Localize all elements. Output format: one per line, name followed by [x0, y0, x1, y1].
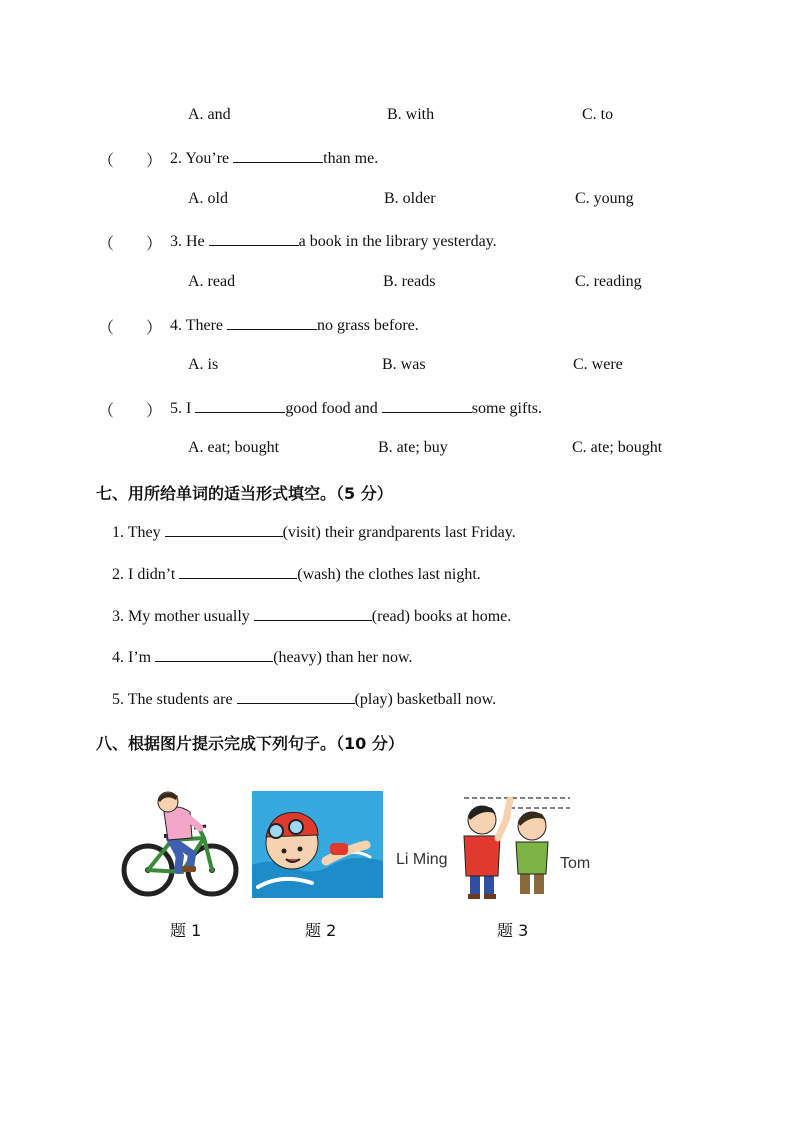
option-b[interactable]: B. was [382, 356, 426, 373]
fill-rest: than her now. [325, 649, 413, 666]
q1-option-c[interactable]: C. to [582, 106, 614, 123]
answer-paren[interactable]: （ ） [98, 403, 163, 420]
question-number: 2. [170, 150, 182, 167]
option-a[interactable]: A. is [188, 356, 219, 373]
picture-2-caption: 题 2 [305, 921, 337, 940]
answer-blank[interactable] [209, 231, 299, 246]
option-c[interactable]: C. young [575, 190, 634, 207]
fill-hint: (read) [371, 608, 410, 625]
question-text-before: I [186, 400, 192, 417]
fill-item-2 [112, 564, 481, 584]
question-text-after: no grass before. [317, 317, 419, 334]
li-ming-label: Li Ming [396, 851, 448, 868]
option-a[interactable]: A. old [188, 190, 228, 207]
question-text-before: He [186, 233, 205, 250]
q1-option-b[interactable]: B. with [387, 106, 435, 123]
fill-prefix: 1. They [112, 524, 161, 541]
fill-prefix: 3. My mother usually [112, 608, 250, 625]
question-number: 3. [170, 233, 182, 250]
section-8-heading: 八、根据图片提示完成下列句子。（10 分） [96, 734, 404, 753]
q1-option-a[interactable]: A. and [188, 106, 231, 123]
height-comparison-illustration [392, 790, 602, 902]
answer-blank[interactable] [227, 315, 317, 330]
question-text-mid: good food and [285, 400, 378, 417]
fill-item-5 [112, 689, 496, 709]
answer-blank[interactable] [233, 148, 323, 163]
fill-blank[interactable] [179, 564, 297, 579]
option-a[interactable]: A. read [188, 273, 236, 290]
fill-blank[interactable] [165, 522, 283, 537]
fill-hint: (wash) [297, 566, 341, 583]
option-c[interactable]: C. were [573, 356, 623, 373]
option-b[interactable]: B. older [384, 190, 436, 207]
tom-label: Tom [560, 855, 591, 872]
answer-blank-2[interactable] [382, 398, 472, 413]
question-number: 5. [170, 400, 182, 417]
boy-riding-bike-illustration [120, 782, 242, 898]
answer-paren[interactable]: （ ） [98, 320, 163, 337]
question-text-after: than me. [323, 150, 379, 167]
option-a[interactable]: A. eat; bought [188, 439, 280, 456]
fill-rest: their grandparents last Friday. [324, 524, 516, 541]
fill-hint: (heavy) [273, 649, 322, 666]
fill-item-1 [112, 522, 516, 542]
fill-blank[interactable] [155, 647, 273, 662]
fill-blank[interactable] [237, 689, 355, 704]
section-7-heading: 七、用所给单词的适当形式填空。（5 分） [96, 484, 393, 503]
question-text-after: a book in the library yesterday. [298, 233, 497, 250]
question-number: 4. [170, 317, 182, 334]
fill-item-4 [112, 647, 412, 667]
fill-rest: the clothes last night. [344, 566, 481, 583]
question-text-before: There [185, 317, 224, 334]
boy-swimming-illustration [252, 791, 383, 898]
option-c[interactable]: C. reading [575, 273, 642, 290]
fill-rest: books at home. [413, 608, 512, 625]
fill-prefix: 2. I didn’t [112, 566, 176, 583]
fill-prefix: 5. The students are [112, 691, 233, 708]
question-text-after: some gifts. [471, 400, 542, 417]
answer-blank-1[interactable] [195, 398, 285, 413]
fill-item-3 [112, 606, 511, 626]
option-b[interactable]: B. reads [383, 273, 436, 290]
question-text-before: You’re [185, 150, 230, 167]
picture-3-caption: 题 3 [497, 921, 529, 940]
option-c[interactable]: C. ate; bought [572, 439, 663, 456]
fill-hint: (play) [354, 691, 393, 708]
answer-paren[interactable]: （ ） [98, 153, 163, 170]
fill-prefix: 4. I’m [112, 649, 152, 666]
picture-1-caption: 题 1 [170, 921, 202, 940]
answer-paren[interactable]: （ ） [98, 236, 163, 253]
option-b[interactable]: B. ate; buy [378, 439, 448, 456]
fill-blank[interactable] [254, 606, 372, 621]
fill-hint: (visit) [282, 524, 321, 541]
fill-rest: basketball now. [396, 691, 497, 708]
